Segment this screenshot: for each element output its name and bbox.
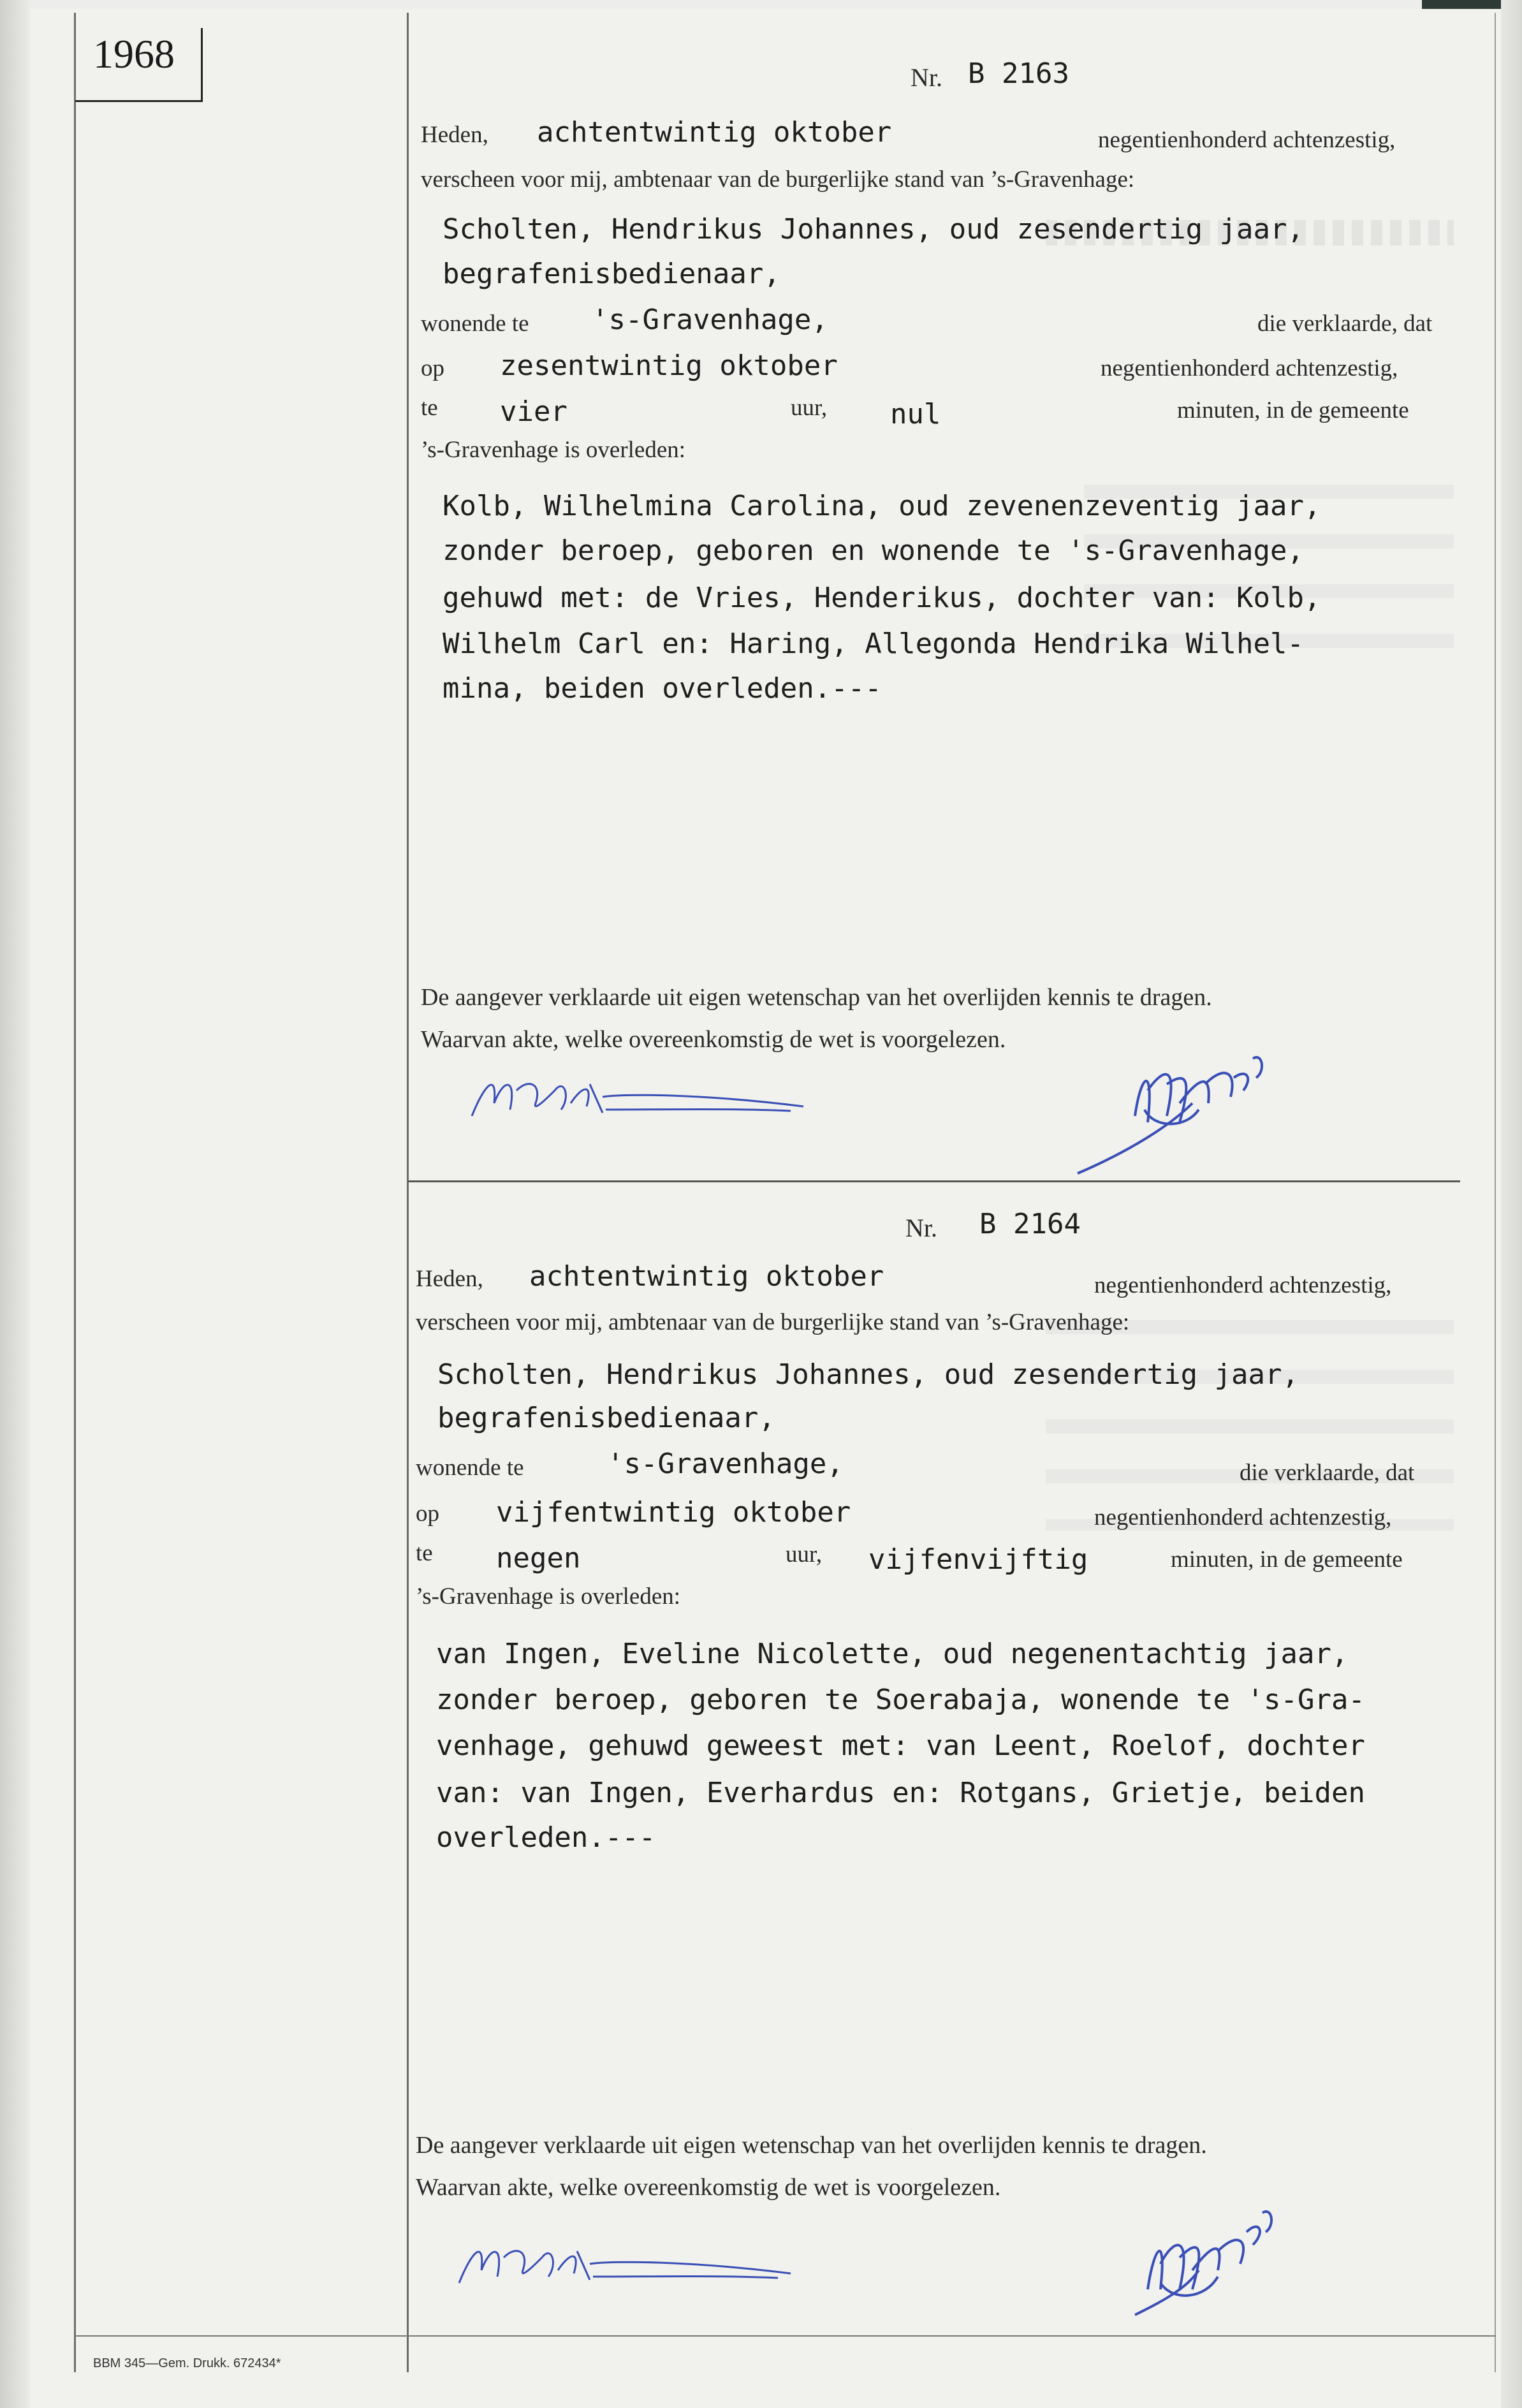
- entry-number-label: Nr.: [911, 63, 942, 92]
- closing-declaration: De aangever verklaarde uit eigen wetenschap van het overlijden kennis te dragen.: [421, 984, 1212, 1011]
- deceased-line: venhage, gehuwd geweest met: van Leent, Roelof, dochter: [436, 1729, 1365, 1762]
- death-minutes: vijfenvijftig: [868, 1543, 1088, 1576]
- uur-label: uur,: [791, 395, 828, 421]
- closing-read: Waarvan akte, welke overeenkomstig de wet is voorgelezen.: [416, 2174, 1001, 2201]
- column-rule: [407, 13, 409, 2372]
- verklaarde-text: die verklaarde, dat: [1257, 311, 1433, 337]
- bottom-rule: [74, 2335, 1496, 2337]
- op-label: op: [416, 1501, 439, 1527]
- death-year: negentienhonderd achtenzestig,: [1101, 355, 1398, 381]
- deceased-line: gehuwd met: de Vries, Henderikus, dochter van: Kolb,: [443, 582, 1321, 614]
- declaration-year: negentienhonderd achtenzestig,: [1098, 127, 1396, 153]
- right-page-rule: [1495, 13, 1496, 2372]
- te-label: te: [421, 395, 438, 421]
- op-label: op: [421, 355, 444, 381]
- deceased-line: van: van Ingen, Everhardus en: Rotgans, Grietje, beiden: [436, 1777, 1365, 1809]
- entry-separator: [408, 1180, 1460, 1182]
- death-date: zesentwintig oktober: [500, 349, 838, 382]
- deceased-line: overleden.---: [436, 1821, 656, 1854]
- left-margin-rule: [74, 13, 76, 2372]
- declarant-line: Scholten, Hendrikus Johannes, oud zesendertig jaar,: [443, 213, 1305, 246]
- closing-declaration: De aangever verklaarde uit eigen wetenschap van het overlijden kennis te dragen.: [416, 2132, 1207, 2159]
- death-date: vijfentwintig oktober: [496, 1496, 851, 1529]
- death-year: negentienhonderd achtenzestig,: [1094, 1504, 1392, 1531]
- register-year: 1968: [93, 31, 175, 77]
- printer-footer: BBM 345—Gem. Drukk. 672434*: [93, 2356, 281, 2370]
- deceased-line: Kolb, Wilhelmina Carolina, oud zevenenzeventig jaar,: [443, 490, 1321, 522]
- entry-number: B 2163: [968, 57, 1069, 90]
- declaration-year: negentienhonderd achtenzestig,: [1094, 1272, 1392, 1298]
- page-edge: [1501, 0, 1522, 2408]
- wonende-label: wonende te: [421, 311, 529, 337]
- official-signature: [1122, 2194, 1313, 2321]
- deceased-line: zonder beroep, geboren en wonende te 's-Gravenhage,: [443, 534, 1305, 567]
- entry-number: B 2164: [979, 1208, 1081, 1240]
- closing-read: Waarvan akte, welke overeenkomstig de wet is voorgelezen.: [421, 1026, 1006, 1053]
- declaration-date: achtentwintig oktober: [537, 116, 892, 149]
- heden-label: Heden,: [416, 1266, 483, 1292]
- declarant-signature: [446, 2226, 803, 2302]
- wonende-value: 's-Gravenhage,: [607, 1448, 844, 1480]
- heden-label: Heden,: [421, 122, 488, 148]
- wonende-value: 's-Gravenhage,: [592, 304, 828, 336]
- deceased-line: Wilhelm Carl en: Haring, Allegonda Hendrika Wilhel-: [443, 628, 1305, 660]
- gemeente-text: ’s-Gravenhage is overleden:: [421, 437, 686, 463]
- gemeente-text: ’s-Gravenhage is overleden:: [416, 1583, 681, 1610]
- death-hour: negen: [496, 1542, 581, 1575]
- death-hour: vier: [500, 395, 567, 428]
- verklaarde-text: die verklaarde, dat: [1240, 1460, 1415, 1486]
- deceased-line: van Ingen, Eveline Nicolette, oud negenentachtig jaar,: [436, 1638, 1349, 1670]
- te-label: te: [416, 1540, 433, 1566]
- death-minutes: nul: [890, 398, 941, 430]
- bleed-through-right-block-3: [1046, 1320, 1454, 1531]
- verscheen-text: verscheen voor mij, ambtenaar van de burgerlijke stand van ’s-Gravenhage:: [416, 1309, 1130, 1335]
- book-binding: [0, 0, 31, 2408]
- deceased-line: zonder beroep, geboren te Soerabaja, wonende te 's-Gra-: [436, 1684, 1365, 1716]
- official-signature: [1071, 1033, 1301, 1180]
- minuten-label: minuten, in de gemeente: [1177, 397, 1409, 423]
- wonende-label: wonende te: [416, 1455, 524, 1481]
- uur-label: uur,: [786, 1541, 823, 1567]
- declarant-signature: [459, 1059, 816, 1135]
- declarant-occupation: begrafenisbedienaar,: [443, 258, 780, 290]
- verscheen-text: verscheen voor mij, ambtenaar van de burgerlijke stand van ’s-Gravenhage:: [421, 166, 1135, 193]
- entry-number-label: Nr.: [905, 1214, 937, 1242]
- minuten-label: minuten, in de gemeente: [1171, 1546, 1403, 1573]
- declarant-line: Scholten, Hendrikus Johannes, oud zesendertig jaar,: [437, 1358, 1299, 1391]
- deceased-line: mina, beiden overleden.---: [443, 672, 882, 705]
- declaration-date: achtentwintig oktober: [529, 1260, 884, 1293]
- declarant-occupation: begrafenisbedienaar,: [437, 1402, 775, 1434]
